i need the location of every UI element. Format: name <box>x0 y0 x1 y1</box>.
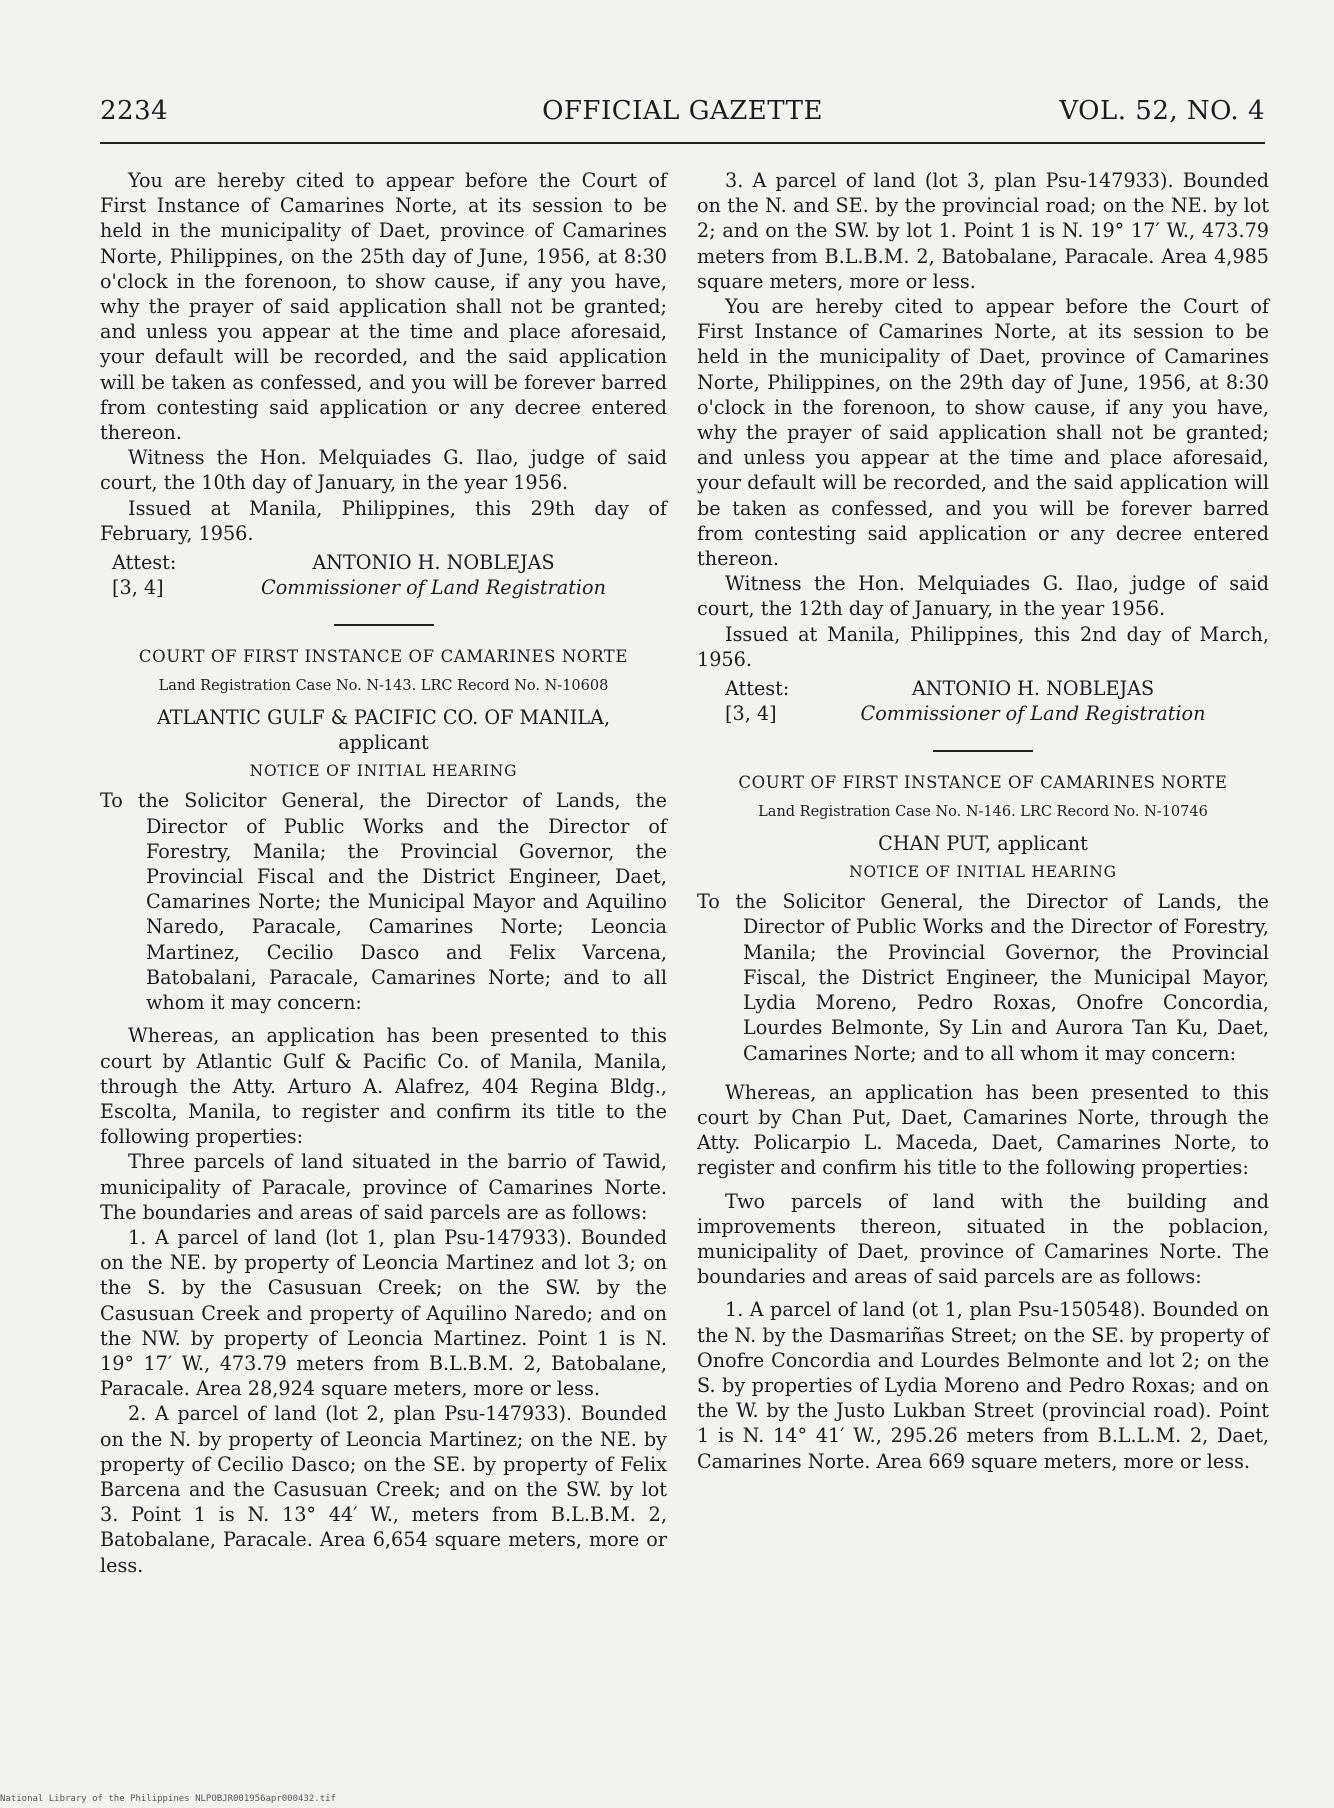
applicant-line <box>697 831 1269 856</box>
section-divider <box>933 750 1033 752</box>
attest-code: [3, 4] <box>112 576 164 600</box>
header-rule <box>100 142 1265 144</box>
parcels-intro: Two parcels of land with the building and improvements thereon, situated in the poblacion, municipality of Daet, province of Camarines Norte. The boundaries and areas of said parcels are as follows: <box>697 1189 1269 1289</box>
notice-heading: NOTICE OF INITIAL HEARING <box>849 863 1117 882</box>
notice-heading: NOTICE OF INITIAL HEARING <box>249 762 518 781</box>
scan-footer: National Library of the Philippines NLPOBJR001956apr000432.tif <box>0 1794 336 1804</box>
cited-paragraph: You are hereby cited to appear before the Court of First Instance of Camarines Norte, at its session to be held in the municipality of Daet, province of Camarines Norte, Philippines, on the 25th day of June, 1956, at 8:30 o'clock in the forenoon, to show cause, if any you have, why the prayer of said application shall not be granted; and unless you appear at the time and place aforesaid, your default will be recorded, and the said application will be taken as confessed, and you will be forever barred from contesting said application or any decree entered thereon. <box>100 169 667 445</box>
parcel-1: 1. A parcel of land (ot 1, plan Psu-150548). Bounded on the N. by the Dasmariñas Street; on the SE. by property of Onofre Concordia and Lourdes Belmonte and lot 2; on the S. by properties of Lydia Moreno and Pedro Roxas; and on the W. by the Justo Lukban Street (provincial road). Point 1 is N. 14° 41′ W., 295.26 meters from B.L.L.M. 2, Daet, Camarines Norte. Area 669 square meters, more or less. <box>697 1298 1269 1473</box>
cited-paragraph: You are hereby cited to appear before the Court of First Instance of Camarines Norte, at its session to be held in the municipality of Daet, province of Camarines Norte, Philippines, on the 29th day of June, 1956, at 8:30 o'clock in the forenoon, to show cause, if any you have, why the prayer of said application shall not be granted; and unless you appear at the time and place aforesaid, your default will be recorded, and the said application will be taken as confessed, and you will be forever barred from contesting said application or any decree entered thereon. <box>697 295 1269 571</box>
attest-label: Attest: <box>725 677 790 701</box>
publication-title: OFFICIAL GAZETTE <box>542 96 823 126</box>
whereas-paragraph: Whereas, an application has been presented to this court by Chan Put, Daet, Camarines Norte, through the Atty. Policarpio L. Maceda, Daet, Camarines Norte, to register and confirm his title to the following properties: <box>697 1080 1269 1180</box>
court-heading: COURT OF FIRST INSTANCE OF CAMARINES NORTE <box>738 773 1228 793</box>
applicant-label: applicant <box>338 731 429 755</box>
volume-number: VOL. 52, NO. 4 <box>1059 96 1265 126</box>
witness-paragraph: Witness the Hon. Melquiades G. Ilao, judge of said court, the 10th day of January, in the year 1956. <box>100 446 667 495</box>
addressees-paragraph: To the Solicitor General, the Director of Lands, the Director of Public Works and the Director of Forestry, Manila; the Provincial Governor, the Provincial Fiscal, the District Engineer, the Municipal Mayor, Lydia Moreno, Pedro Roxas, Onofre Concordia, Lourdes Belmonte, Sy Lin and Aurora Tan Ku, Daet, Camarines Norte; and to all whom it may concern: <box>697 890 1269 1065</box>
applicant-label: applicant <box>997 831 1088 855</box>
parcel-3: 3. A parcel of land (lot 3, plan Psu-147933). Bounded on the N. and SE. by the provincial road; on the NE. by lot 2; and on the SW. by lot 1. Point 1 is N. 19° 17′ W., 473.79 meters from B.L.B.M. 2, Batobalane, Paracale. Area 4,985 square meters, more or less. <box>697 169 1269 293</box>
addressees-paragraph: To the Solicitor General, the Director of Lands, the Director of Public Works and the Director of Forestry, Manila; the Provincial Governor, the Provincial Fiscal and the District Engineer, Daet, Camarines Norte; the Municipal Mayor and Aquilino Naredo, Paracale, Camarines Norte; Leoncia Martinez, Cecilio Dasco and Felix Varcena, Batobalani, Paracale, Camarines Norte; and to all whom it may concern: <box>100 789 667 1015</box>
attest-label: Attest: <box>112 551 177 575</box>
applicant-name: ATLANTIC GULF & PACIFIC CO. OF MANILA, <box>156 705 611 729</box>
attestation-block <box>100 550 667 600</box>
parcel-2: 2. A parcel of land (lot 2, plan Psu-147933). Bounded on the N. by property of Leoncia Martinez; on the NE. by property of Cecilio Dasco; on the SE. by property of Felix Barcena and the Casusuan Creek; and on the SW. by lot 3. Point 1 is N. 13° 44′ W., meters from B.L.B.M. 2, Batobalane, Paracale. Area 6,654 square meters, more or less. <box>100 1402 667 1577</box>
issued-paragraph: Issued at Manila, Philippines, this 29th day of February, 1956. <box>100 496 667 545</box>
right-column <box>697 168 1269 1474</box>
parcels-intro: Three parcels of land situated in the barrio of Tawid, municipality of Paracale, province of Camarines Norte. The boundaries and areas of said parcels are as follows: <box>100 1150 667 1224</box>
court-heading: COURT OF FIRST INSTANCE OF CAMARINES NORTE <box>138 647 629 667</box>
attest-title: Commissioner of Land Registration <box>261 576 606 600</box>
applicant-name: CHAN PUT, <box>878 831 992 855</box>
issued-paragraph: Issued at Manila, Philippines, this 2nd day of March, 1956. <box>697 622 1269 671</box>
section-divider <box>334 624 434 626</box>
attest-name: ANTONIO H. NOBLEJAS <box>312 551 555 575</box>
page-header <box>100 96 1265 132</box>
attest-code: [3, 4] <box>725 702 777 726</box>
case-number: Land Registration Case No. N-143. LRC Record No. N-10608 <box>158 677 609 694</box>
attest-name: ANTONIO H. NOBLEJAS <box>911 677 1155 701</box>
witness-paragraph: Witness the Hon. Melquiades G. Ilao, judge of said court, the 12th day of January, in the year 1956. <box>697 572 1269 621</box>
applicant-line <box>100 705 667 755</box>
whereas-paragraph: Whereas, an application has been presented to this court by Atlantic Gulf & Pacific Co. of Manila, Manila, through the Atty. Arturo A. Alafrez, 404 Regina Bldg., Escolta, Manila, to register and confirm its title to the following properties: <box>100 1024 667 1149</box>
parcel-1: 1. A parcel of land (lot 1, plan Psu-147933). Bounded on the NE. by property of Leoncia Martinez and lot 3; on the S. by the Casusuan Creek; on the SW. by the Casusuan Creek and property of Aquilino Naredo; and on the NW. by property of Leoncia Martinez. Point 1 is N. 19° 17′ W., 473.79 meters from B.L.B.M. 2, Batobalane, Paracale. Area 28,924 square meters, more or less. <box>100 1225 667 1401</box>
left-column <box>100 168 667 1578</box>
case-number: Land Registration Case No. N-146. LRC Record No. N-10746 <box>758 803 1208 820</box>
page-number: 2234 <box>100 96 169 126</box>
attest-title: Commissioner of Land Registration <box>860 702 1206 726</box>
attestation-block <box>697 676 1269 726</box>
